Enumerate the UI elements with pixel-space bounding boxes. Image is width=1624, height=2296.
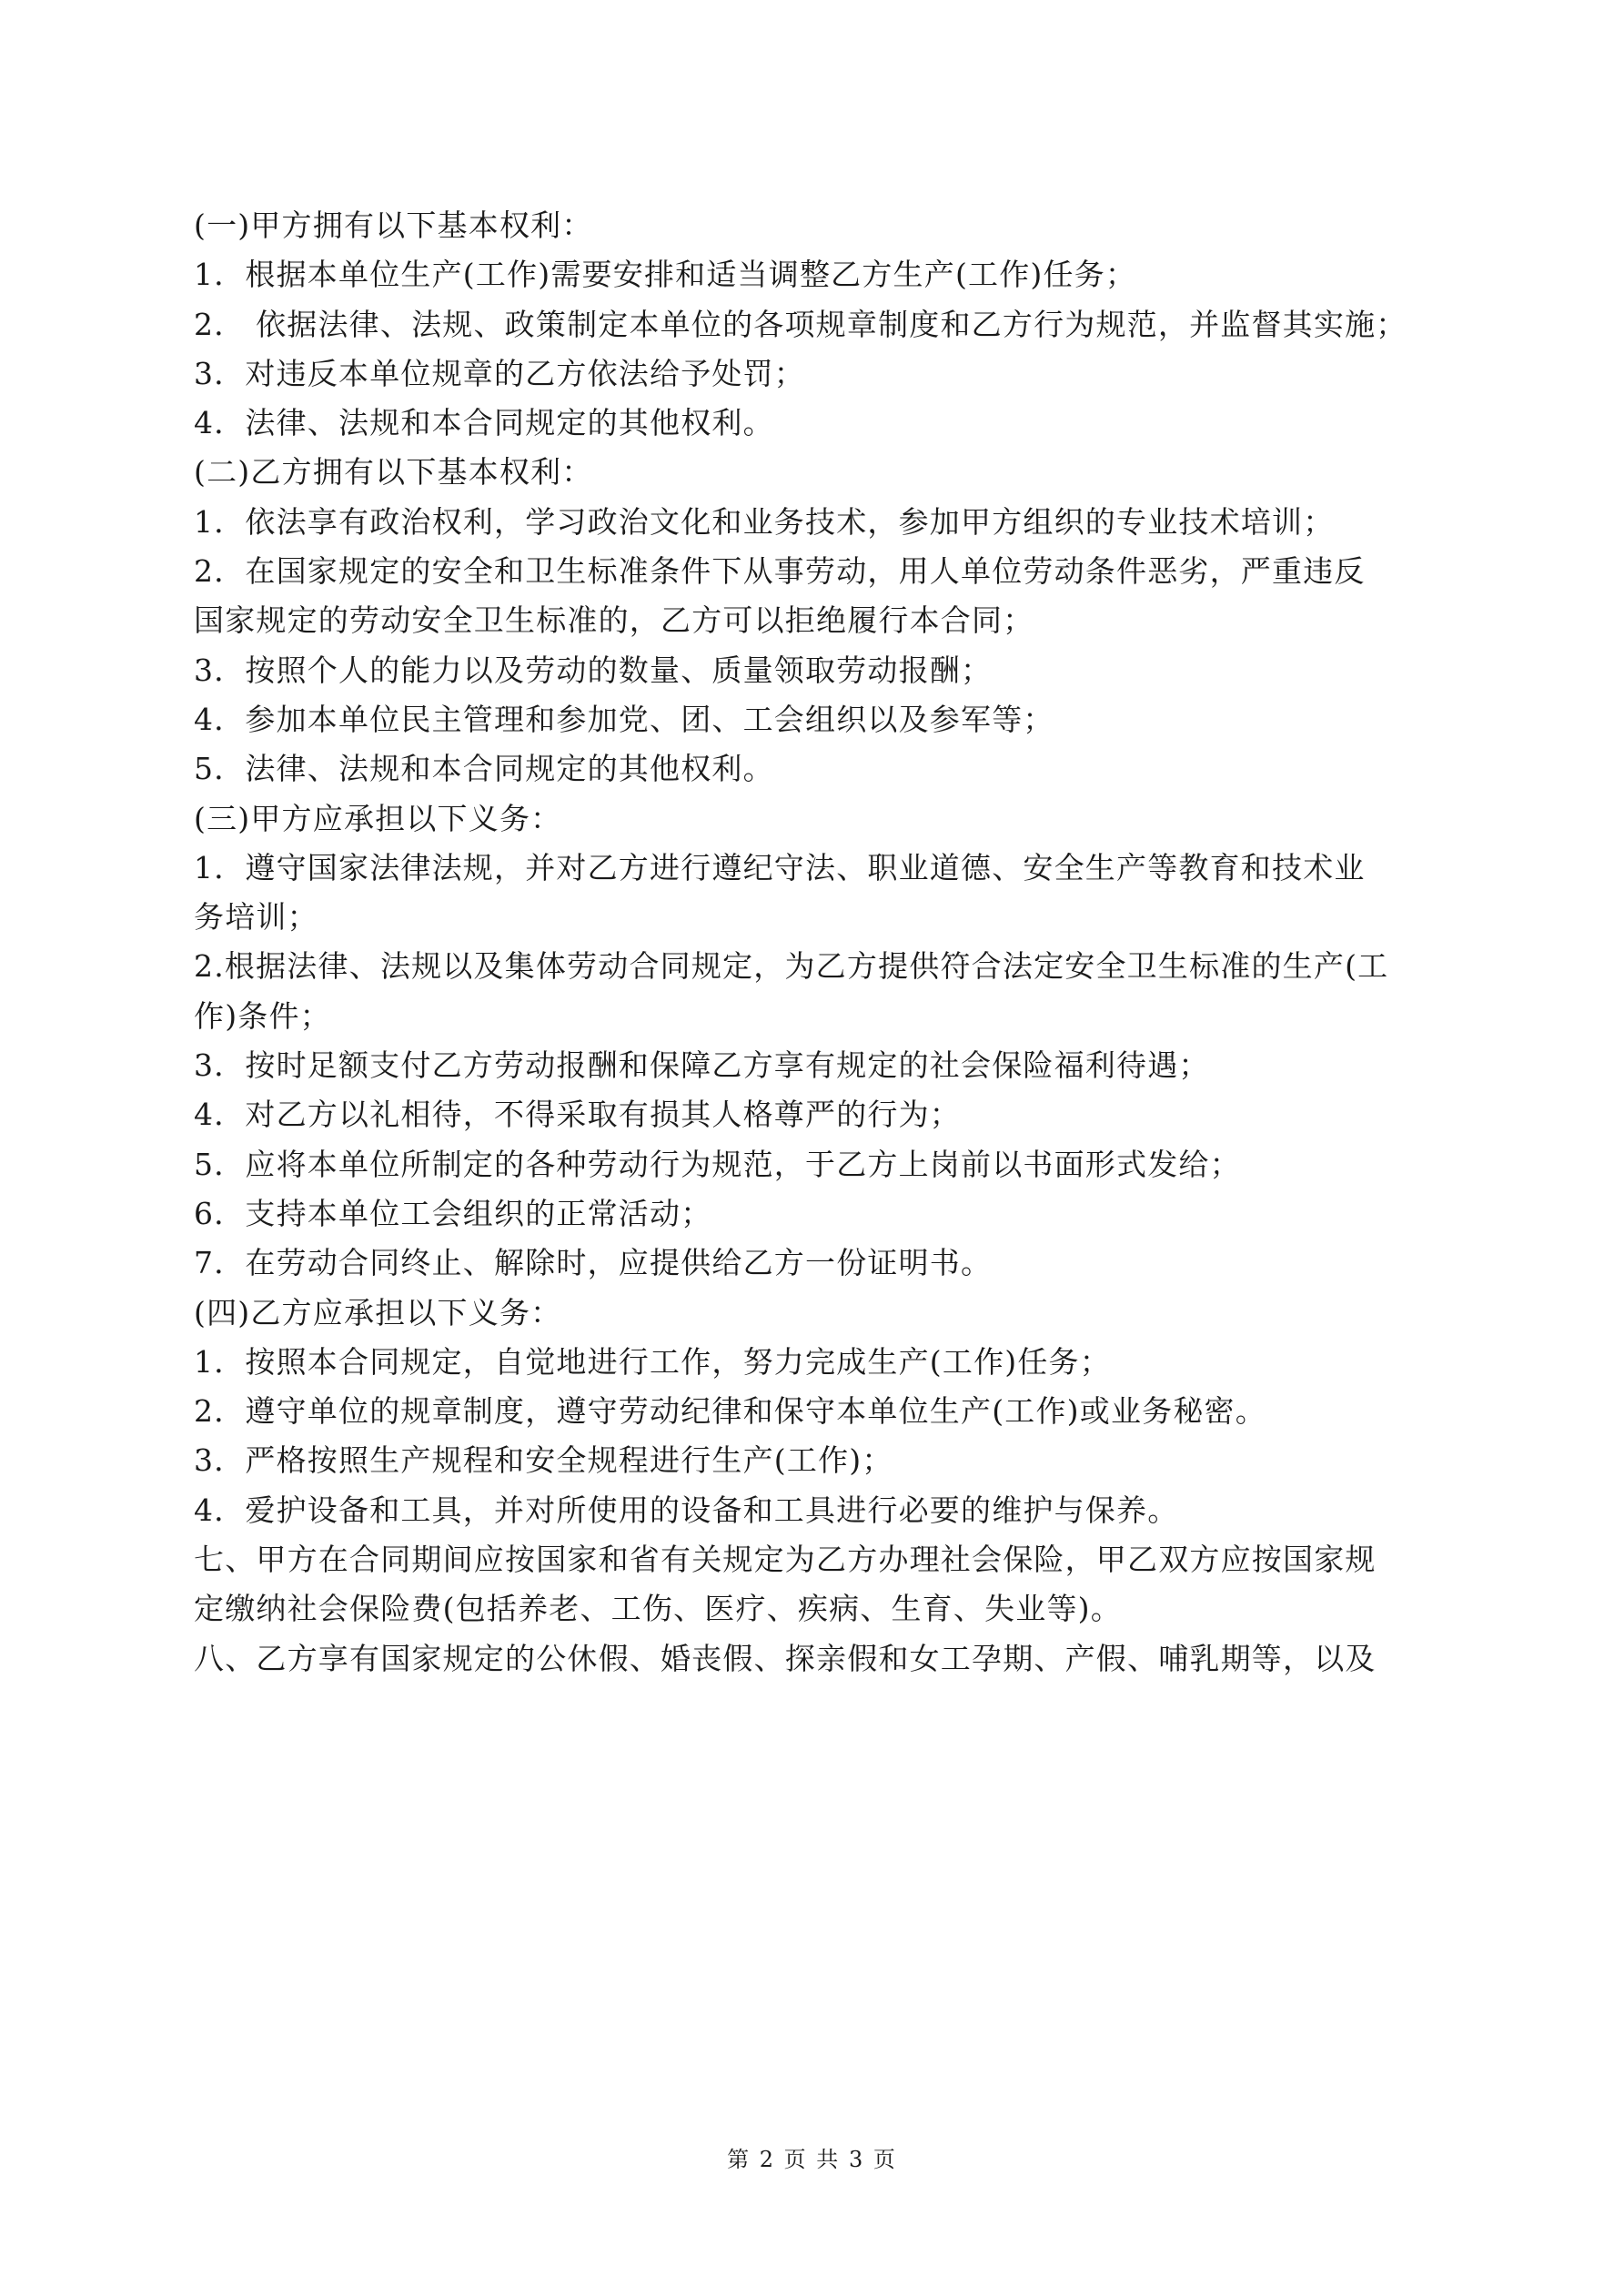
text-line: 3．按时足额支付乙方劳动报酬和保障乙方享有规定的社会保险福利待遇； (194, 1047, 1210, 1084)
text-line: 作)条件； (194, 997, 331, 1034)
text-line: 6．支持本单位工会组织的正常活动； (194, 1195, 712, 1231)
body-text (194, 201, 1438, 1684)
text-line: (三)甲方应承担以下义务： (194, 800, 562, 836)
text-line: 国家规定的劳动安全卫生标准的，乙方可以拒绝履行本合同； (194, 602, 1034, 639)
text-line: 3．按照个人的能力以及劳动的数量、质量领取劳动报酬； (194, 652, 993, 688)
text-line: 1．依法享有政治权利，学习政治文化和业务技术，参加甲方组织的专业技术培训； (194, 503, 1335, 540)
text-line: (一)甲方拥有以下基本权利： (194, 207, 593, 243)
text-line: 5．应将本单位所制定的各种劳动行为规范，于乙方上岗前以书面形式发给； (194, 1146, 1241, 1182)
text-line: 2.根据法律、法规以及集体劳动合同规定，为乙方提供符合法定安全卫生标准的生产(工 (194, 948, 1389, 985)
text-line: (二)乙方拥有以下基本权利： (194, 454, 593, 491)
text-line: 4．爱护设备和工具，并对所使用的设备和工具进行必要的维护与保养。 (194, 1492, 1179, 1528)
text-line: 七、甲方在合同期间应按国家和省有关规定为乙方办理社会保险，甲乙双方应按国家规 (194, 1542, 1377, 1578)
text-line: 务培训； (194, 899, 318, 936)
text-line: 1．根据本单位生产(工作)需要安排和适当调整乙方生产(工作)任务； (194, 257, 1137, 293)
text-line: 定缴纳社会保险费(包括养老、工伤、医疗、疾病、生育、失业等)。 (194, 1591, 1122, 1627)
text-line: 1．遵守国家法律法规，并对乙方进行遵纪守法、职业道德、安全生产等教育和技术业 (194, 849, 1366, 885)
text-line: 1．按照本合同规定，自觉地进行工作，努力完成生产(工作)任务； (194, 1343, 1111, 1380)
text-line: 4．参加本单位民主管理和参加党、团、工会组织以及参军等； (194, 701, 1054, 737)
text-line: 5．法律、法规和本合同规定的其他权利。 (194, 751, 774, 787)
text-line: 2．遵守单位的规章制度，遵守劳动纪律和保守本单位生产(工作)或业务秘密。 (194, 1393, 1266, 1430)
text-line: (四)乙方应承担以下义务： (194, 1294, 562, 1330)
page-number-footer: 第 2 页 共 3 页 (727, 2147, 897, 2172)
text-line: 7．在劳动合同终止、解除时，应提供给乙方一份证明书。 (194, 1245, 993, 1281)
text-line: 3．严格按照生产规程和安全规程进行生产(工作)； (194, 1442, 893, 1479)
text-line: 4．法律、法规和本合同规定的其他权利。 (194, 405, 774, 441)
text-line: 4．对乙方以礼相待，不得采取有损其人格尊严的行为； (194, 1097, 961, 1133)
text-line: 2．在国家规定的安全和卫生标准条件下从事劳动，用人单位劳动条件恶劣，严重违反 (194, 553, 1366, 590)
text-line: 2． 依据法律、法规、政策制定本单位的各项规章制度和乙方行为规范，并监督其实施； (194, 306, 1407, 342)
text-line: 八、乙方享有国家规定的公休假、婚丧假、探亲假和女工孕期、产假、哺乳期等，以及 (194, 1640, 1377, 1676)
text-line: 3．对违反本单位规章的乙方依法给予处罚； (194, 355, 805, 391)
